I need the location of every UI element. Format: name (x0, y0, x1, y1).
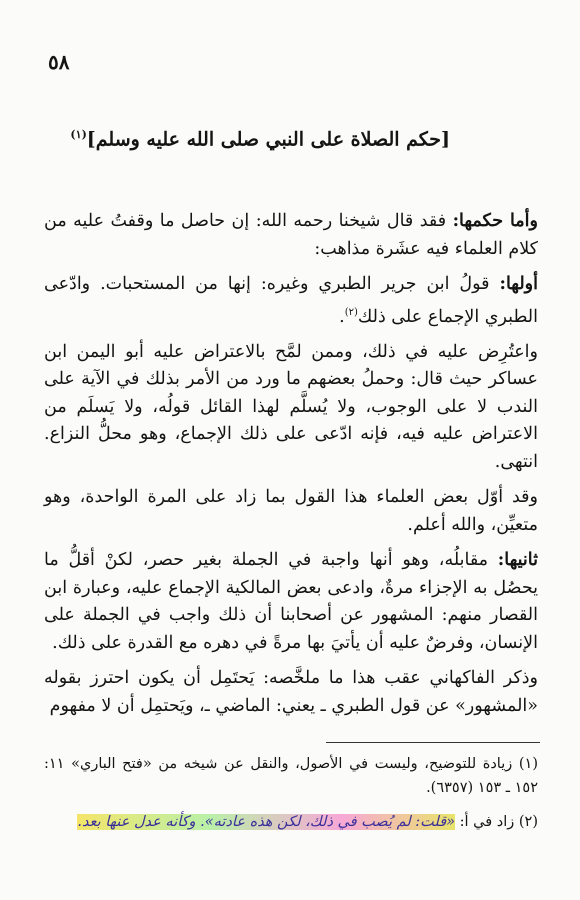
footnote-text: (٢) زاد في أ: (455, 814, 538, 830)
paragraph-text: مقابلُه، وهو أنها واجبة في الجملة بغير حصر، لكنْ أقلُّ ما يحصُل به الإجزاء مرةٌ، وادعى بعض المالكية الإجماع عليه، وعبارة ابن القصار منهم: المشهور عن أصحابنا أن ذلك واجب في الجملة على الإنسان، وفرضٌ عليه أن يأتيَ بها مرةً في دهره مع القدرة على ذلك. (44, 550, 538, 653)
period: . (339, 306, 345, 327)
paragraph-2 (44, 271, 538, 331)
heading-text: [حكم الصلاة على النبي صلى الله عليه وسلم] (86, 128, 450, 151)
paragraph-text: فقد قال شيخنا رحمه الله: إن حاصل ما وقفتُ عليه من كلام العلماء فيه عشَرة مذاهب: (44, 211, 538, 259)
body-text (44, 208, 538, 728)
paragraph-5 (44, 547, 538, 657)
page-number: ٥٨ (48, 50, 70, 74)
footnote-2 (44, 810, 538, 834)
footnote-ref: (٢) (344, 306, 358, 318)
paragraph-text: وذكر الفاكهاني عقب هذا ما ملخَّصه: يَحتَمِل أن يكون احترز بقوله «المشهور» عن قول الطبري ـ يعني: الماضي ـ، ويَحتمِل أن لا مفهوم (44, 668, 538, 716)
paragraph-1 (44, 208, 538, 263)
paragraph-4 (44, 484, 538, 539)
paragraph-lead: وأما حكمها: (452, 211, 538, 231)
footnotes (44, 752, 538, 844)
paragraph-6 (44, 665, 538, 720)
paragraph-lead: ثانيها: (497, 550, 538, 571)
paragraph-text: قولُ ابن جرير الطبري وغيره: إنها من المستحبات. وادّعى الطبري الإجماع على ذلك (44, 274, 538, 327)
footnote-1 (44, 752, 538, 800)
paragraph-lead: أولها: (499, 274, 538, 294)
footnote-divider (326, 742, 540, 743)
heading-footnote-ref: (١) (70, 128, 87, 141)
highlighted-handwritten-note: «قلت: لم يُصب في ذلك، لكن هذه عادته». وكأنه عدل عنها بعد. (77, 814, 456, 830)
chapter-heading (70, 128, 450, 151)
footnote-text: (١) زيادة للتوضيح، وليست في الأصول، والنقل عن شيخه من «فتح الباري» ١١: ١٥٢ ـ ١٥٣ (٦٣٥٧). (44, 756, 538, 796)
paragraph-text: واعتُرِض عليه في ذلك، وممن لمَّح بالاعتراض عليه أبو اليمن ابن عساكر حيث قال: وحملُ بعضهم ما ورد من الأمر بذلك في الآية على الندب لا على الوجوب، ولا يُسلَّم لهذا القائل قولُه، ولا يَسلَم من الاعتراض عليه فيه، فإنه ادّعى على ذلك الإجماع، وهو محلُّ النزاع. انتهى. (44, 341, 538, 472)
paragraph-3 (44, 339, 538, 477)
paragraph-text: وقد أوّل بعض العلماء هذا القول بما زاد على المرة الواحدة، وهو متعيِّن، والله أعلم. (44, 487, 538, 535)
